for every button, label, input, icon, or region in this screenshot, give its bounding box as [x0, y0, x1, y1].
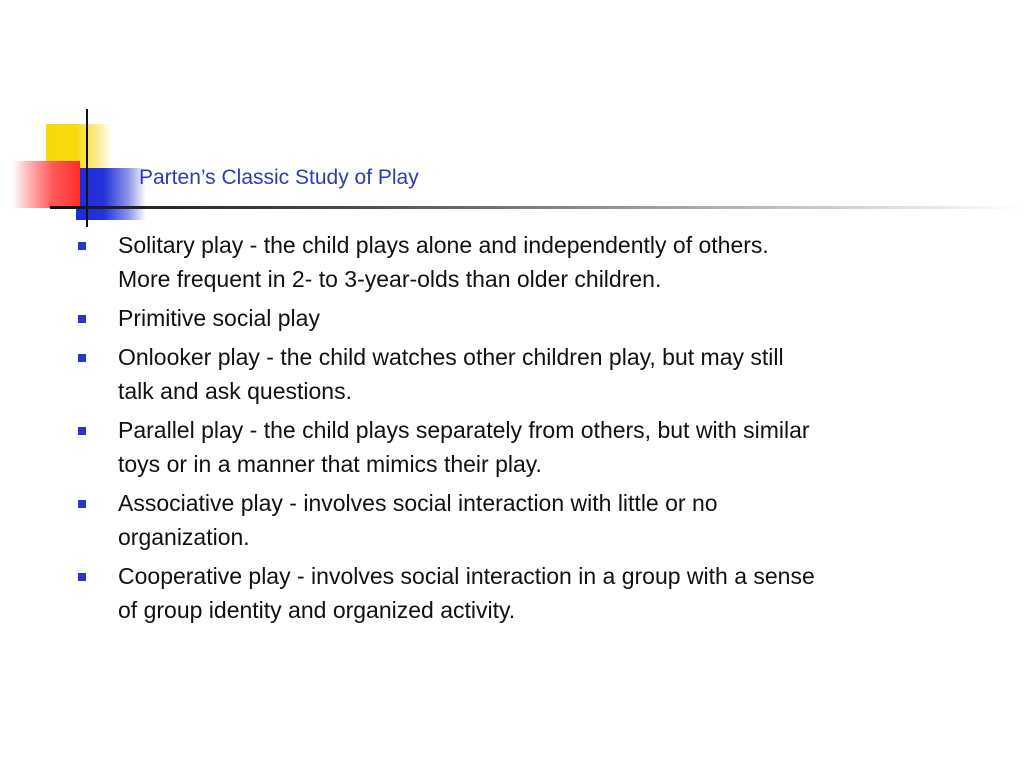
decorative-red-square: [12, 161, 80, 208]
decorative-vertical-line: [86, 109, 88, 227]
bullet-list: [78, 228, 988, 632]
bullet-text: Cooperative play - involves social interaction in a group with a sense of group identity and organized activity.: [118, 563, 815, 623]
bullet-text: Associative play - involves social interaction with little or no organization.: [118, 490, 718, 550]
bullet-item: [78, 228, 988, 296]
slide-title: Parten’s Classic Study of Play: [139, 166, 419, 189]
decorative-horizontal-rule: [50, 206, 1024, 209]
bullet-text: Onlooker play - the child watches other children play, but may still talk and ask questions.: [118, 344, 784, 404]
bullet-item: [78, 301, 988, 335]
square-bullet-icon: [78, 354, 86, 362]
square-bullet-icon: [78, 573, 86, 581]
bullet-item: [78, 340, 988, 408]
square-bullet-icon: [78, 500, 86, 508]
square-bullet-icon: [78, 242, 86, 250]
bullet-text: Parallel play - the child plays separately from others, but with similar toys or in a manner that mimics their play.: [118, 417, 810, 477]
bullet-item: [78, 559, 988, 627]
bullet-item: [78, 486, 988, 554]
square-bullet-icon: [78, 315, 86, 323]
bullet-text: Solitary play - the child plays alone and independently of others. More frequent in 2- to 3-year-olds than older children.: [118, 232, 769, 292]
bullet-item: [78, 413, 988, 481]
bullet-text: Primitive social play: [118, 305, 320, 331]
square-bullet-icon: [78, 427, 86, 435]
